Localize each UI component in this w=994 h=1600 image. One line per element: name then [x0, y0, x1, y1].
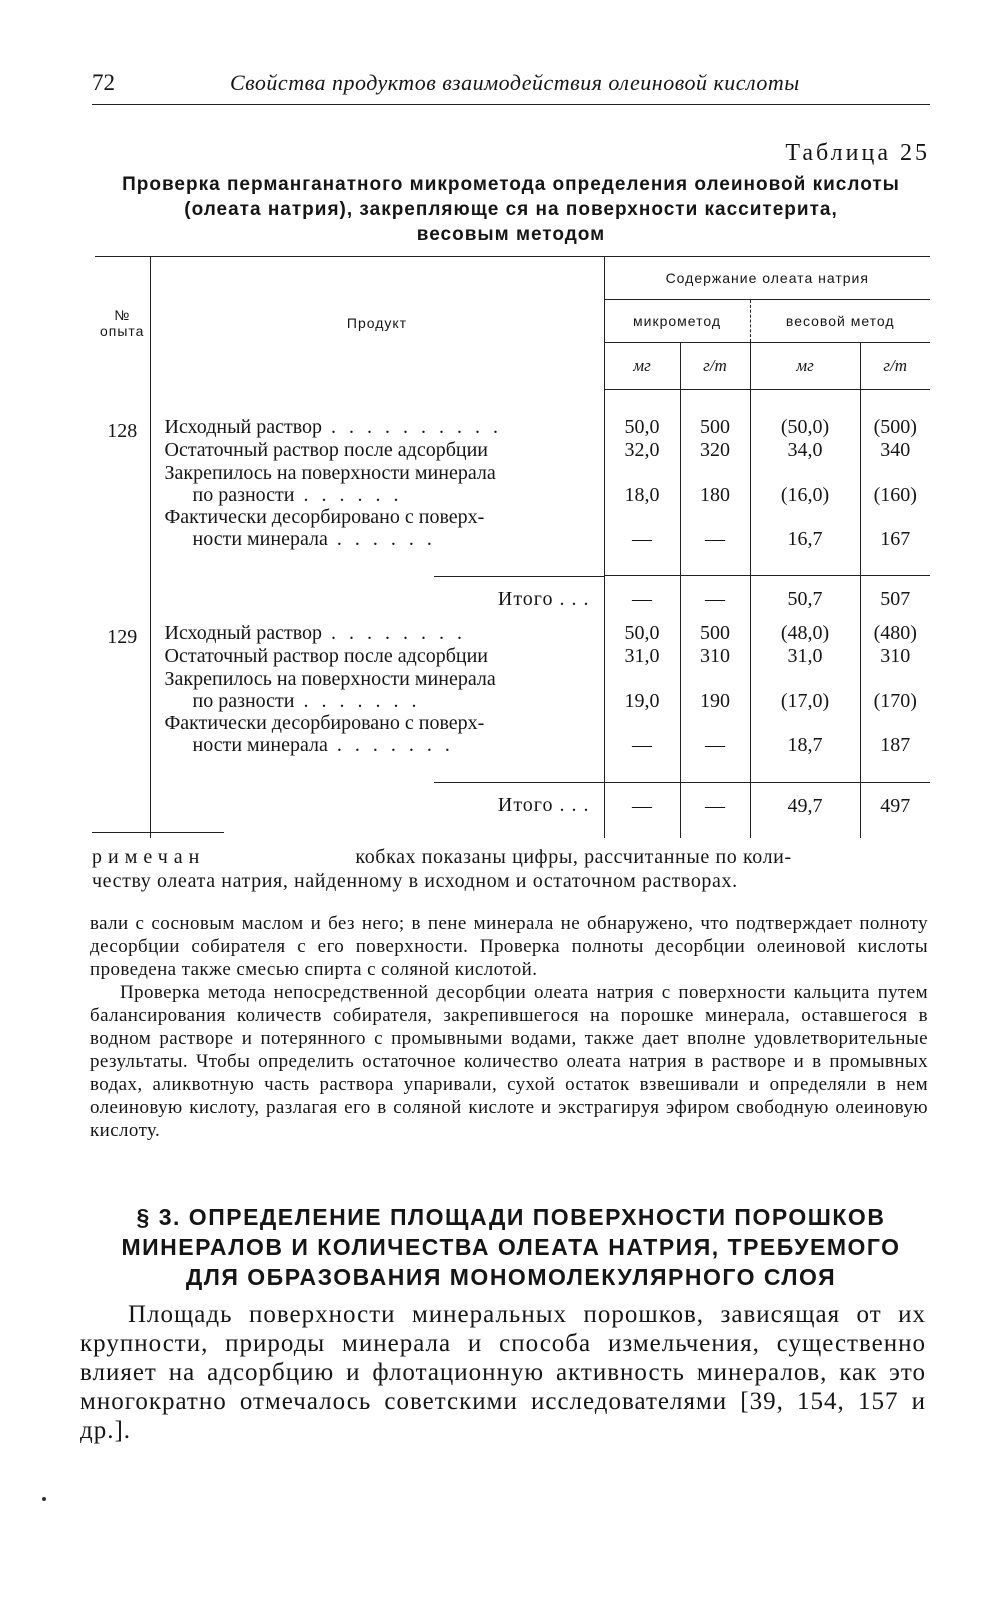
header-unit: г/т — [680, 343, 750, 390]
total-value: — — [604, 782, 680, 838]
value-cell: 18,7 — [750, 712, 860, 756]
experiment-number: 128 — [95, 416, 150, 550]
page-number: 72 — [92, 70, 115, 95]
total-value: 49,7 — [750, 782, 860, 838]
value-cell: 32,0 — [604, 439, 680, 462]
value-cell: — — [680, 506, 750, 550]
product-cell: Фактически десорбировано с поверх- ности минерала . . . . . . — [150, 506, 604, 550]
table-row — [95, 439, 930, 462]
product-text: Исходный раствор — [164, 415, 323, 438]
value-cell: — — [604, 506, 680, 550]
product-text: Закрепилось на поверхности минерала — [164, 668, 496, 690]
product-cell — [150, 439, 604, 462]
value-cell: 500 — [680, 622, 750, 645]
value-cell: (50,0) — [750, 416, 860, 439]
value-cell: 187 — [880, 734, 911, 756]
product-text: Остаточный раствор после адсорбции — [164, 645, 488, 667]
footnote-rule — [92, 832, 224, 833]
header-unit: г/т — [860, 343, 930, 390]
note-text: честву олеата натрия, найденному в исходном и остаточном растворах. — [92, 870, 738, 892]
value-cell: 50,0 — [604, 416, 680, 439]
value-cell: (480) — [873, 622, 917, 644]
experiment-number: 129 — [95, 622, 150, 756]
total-label: Итого . . . — [497, 794, 590, 816]
value-cell: 320 — [680, 439, 750, 462]
product-text: Исходный раствор — [164, 622, 323, 644]
value-cell: 31,0 — [604, 645, 680, 668]
table-spacer-row — [95, 550, 930, 576]
total-value: — — [604, 576, 680, 623]
value-cell: 16,7 — [750, 506, 860, 550]
value-cell: (48,0) — [750, 622, 860, 645]
total-value: — — [680, 782, 750, 838]
paragraph: Площадь поверхности минеральных порошков, зависящая от их крупности, природы минерала и способа измельчения, существенно влияет на адсорбцию и флотационную активность минералов, как это многократно отмечалось советскими исследователями [39, 154, 157 и др.]. — [80, 1301, 926, 1444]
total-value: 507 — [860, 576, 930, 623]
table-caption-line: (олеата натрия), закрепляюще ся на поверхности касситерита, — [184, 199, 838, 220]
value-cell: (500) — [873, 415, 917, 438]
product-text: Фактически десорбировано с поверх- — [164, 505, 485, 528]
scan-speck — [42, 1497, 46, 1501]
running-head — [92, 70, 930, 104]
total-label-cell — [150, 576, 604, 623]
section-heading-line: ДЛЯ ОБРАЗОВАНИЯ МОНОМОЛЕКУЛЯРНОГО СЛОЯ — [185, 1264, 837, 1290]
value-cell: — — [604, 712, 680, 756]
header-experiment-number — [95, 257, 150, 390]
header-num-label: опыта — [100, 323, 145, 340]
value-cell: 500 — [680, 416, 750, 439]
product-cell: Закрепилось на поверхности минерала по разности . . . . . . — [150, 462, 604, 506]
value-cell: 19,0 — [604, 668, 680, 712]
value-cell: (170) — [873, 690, 917, 712]
product-cell: Исходный раствор . . . . . . . . . . — [150, 416, 604, 439]
paragraph: Проверка метода непосредственной десорбции олеата натрия с поверхности кальцита путем балансирования количеств собирателя, закрепившегося на порошке минерала, оставшегося в водном растворе и потерянного с промывными водами, также дает вполне удовлетворительные результаты. Чтобы определить остаточное количество олеата натрия в растворе и в промывных водах, аликвотную часть раствора упаривали, сухой остаток взвешивали и определяли в нем олеиновую кислоту, разлагая его в соляной кислоте и экстрагируя эфиром свободную олеиновую кислоту. — [90, 982, 928, 1141]
value-cell: 310 — [880, 645, 911, 667]
table-caption — [92, 172, 930, 247]
value-cell: 340 — [880, 438, 911, 461]
table-caption-line: весовым методом — [416, 224, 606, 245]
value-cell: 180 — [680, 462, 750, 506]
paragraph: вали с сосновым маслом и без него; в пене минерала не обнаружено, что подтверждает полноту десорбции собирателя с его поверхности. Проверка полноты десорбции олеиновой кислоты проведена также смесью спирта с соляной кислотой. — [90, 913, 928, 980]
value-cell: 31,0 — [750, 645, 860, 668]
header-weight-method: весовой метод — [750, 300, 930, 343]
product-text: по разности — [192, 483, 295, 506]
section-heading-line: § 3. ОПРЕДЕЛЕНИЕ ПЛОЩАДИ ПОВЕРХНОСТИ ПОРОШКОВ — [136, 1204, 886, 1230]
note-text: кобках показаны цифры, рассчитанные по коли- — [355, 846, 792, 868]
product-text: ности минерала — [192, 527, 328, 550]
product-cell — [150, 645, 604, 668]
body-text-small — [90, 912, 928, 1142]
value-cell: 50,0 — [604, 622, 680, 645]
table-row — [95, 622, 930, 645]
body-text-large — [80, 1300, 926, 1445]
value-cell: (160) — [873, 483, 917, 506]
table-caption-line: Проверка перманганатного микрометода определения олеиновой кислоты — [122, 174, 900, 195]
total-label-cell — [150, 782, 604, 838]
data-table — [95, 256, 930, 838]
total-value: 50,7 — [750, 576, 860, 623]
value-cell: 167 — [880, 527, 911, 550]
header-unit: мг — [750, 343, 860, 390]
value-cell: 18,0 — [604, 462, 680, 506]
section-heading-line: МИНЕРАЛОВ И КОЛИЧЕСТВА ОЛЕАТА НАТРИЯ, ТРЕБУЕМОГО — [121, 1234, 901, 1260]
value-cell: 34,0 — [750, 439, 860, 462]
value-cell: — — [680, 712, 750, 756]
header-product: Продукт — [150, 257, 604, 390]
total-label: Итого . . . — [497, 587, 590, 610]
header-rule — [92, 104, 930, 105]
product-cell: Закрепилось на поверхности минерала по разности . . . . . . . — [150, 668, 604, 712]
header-content-group: Содержание олеата натрия — [604, 257, 930, 300]
table-note — [92, 845, 930, 893]
product-text: Закрепилось на поверхности минерала — [164, 461, 496, 484]
header-unit: мг — [604, 343, 680, 390]
value-cell: 190 — [680, 668, 750, 712]
product-text: ности минерала — [192, 734, 328, 756]
total-row — [95, 782, 930, 838]
header-num-symbol: № — [114, 307, 131, 324]
product-text: Фактически десорбировано с поверх- — [164, 712, 485, 734]
product-text: по разности — [192, 690, 295, 712]
product-cell: Исходный раствор . . . . . . . . — [150, 622, 604, 645]
product-text: Остаточный раствор после адсорбции — [164, 438, 488, 461]
table-row — [95, 506, 930, 550]
total-value: 497 — [860, 782, 930, 838]
value-cell: (16,0) — [750, 462, 860, 506]
table-row — [95, 645, 930, 668]
section-heading — [92, 1202, 930, 1292]
table-row — [95, 668, 930, 712]
table-label: Таблица 25 — [785, 140, 930, 166]
total-value: — — [680, 576, 750, 623]
running-title: Свойства продуктов взаимодействия олеиновой кислоты — [230, 70, 800, 95]
value-cell: 310 — [680, 645, 750, 668]
table-row — [95, 416, 930, 439]
table-row — [95, 462, 930, 506]
header-micromethod: микрометод — [604, 300, 750, 343]
product-cell: Фактически десорбировано с поверх- ности минерала . . . . . . . — [150, 712, 604, 756]
table-row — [95, 712, 930, 756]
total-row — [95, 576, 930, 623]
note-label: римечан — [92, 846, 206, 868]
value-cell: (17,0) — [750, 668, 860, 712]
table-spacer-row — [95, 390, 930, 416]
table-spacer-row — [95, 756, 930, 782]
